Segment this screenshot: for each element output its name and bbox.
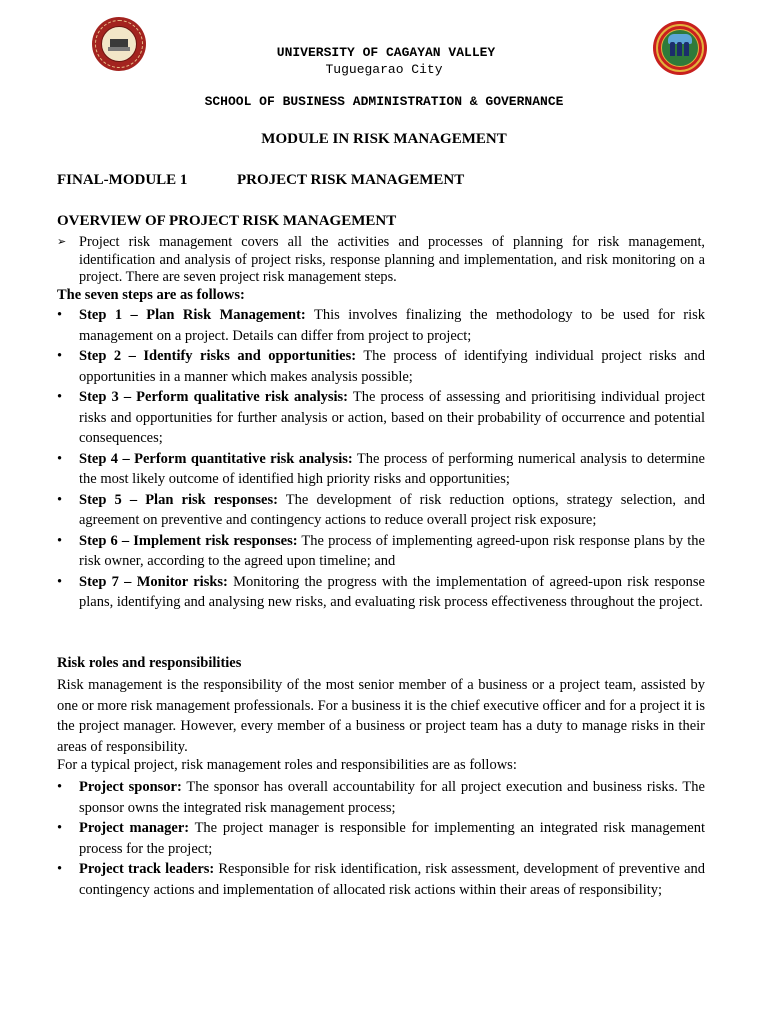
bullet-icon: • xyxy=(57,348,63,364)
step-label: Step 2 – Identify risks and opportunities: xyxy=(79,348,357,364)
list-item xyxy=(57,346,705,387)
role-text: The project manager is responsible for implementing an integrated risk management process for the project; xyxy=(79,820,706,857)
roles-intro: For a typical project, risk management roles and responsibilities are as follows: xyxy=(57,757,517,773)
bullet-icon: • xyxy=(57,820,63,836)
list-item xyxy=(57,572,705,613)
roles-paragraph: Risk management is the responsibility of the most senior member of a business or a project team, assisted by one or more risk management professionals. For a business it is the chief executive officer and for a project it is the project manager. However, every member of a business or project team has a duty to manage risks in their areas of responsibility. xyxy=(57,677,705,755)
bullet-icon: • xyxy=(57,491,63,508)
role-text: Responsible for risk identification, risk assessment, development of preventive and contingency actions and implementation of allocated risk actions within their areas of responsibility; xyxy=(79,861,706,898)
step-label: Step 5 – Plan risk responses: xyxy=(79,491,278,508)
step-text: The process of identifying individual project risks and opportunities in a manner which makes analysis possible; xyxy=(79,348,705,385)
list-item xyxy=(57,818,705,859)
step-text: The process of assessing and prioritising individual project risks and opportunities for further analysis or action, based on their probability of occurrence and potential consequences; xyxy=(79,389,705,446)
overview-intro xyxy=(57,234,705,287)
overview-intro-text: Project risk management covers all the activities and processes of planning for risk management, identification and analysis of project risks, response planning and implementation, and risk monitoring on a project. There are seven project risk management steps. xyxy=(79,234,705,285)
arrow-bullet-icon: ➢ xyxy=(57,236,67,248)
step-label: Step 6 – Implement risk responses: xyxy=(79,532,298,549)
bullet-icon: • xyxy=(57,861,63,877)
university-city: Tuguegarao City xyxy=(325,62,443,77)
school-name: SCHOOL OF BUSINESS ADMINISTRATION & GOVERNANCE xyxy=(204,94,564,109)
bullet-icon: • xyxy=(57,779,63,795)
role-label: Project track leaders: xyxy=(79,861,215,877)
role-text: The sponsor has overall accountability for all project execution and business risks. The sponsor owns the integrated risk management process; xyxy=(79,779,705,816)
list-item xyxy=(57,490,705,531)
roles-list xyxy=(57,777,705,900)
list-item xyxy=(57,777,705,818)
module-title: MODULE IN RISK MANAGEMENT xyxy=(261,131,507,147)
step-label: Step 4 – Perform quantitative risk analysis: xyxy=(79,450,353,467)
list-item xyxy=(57,449,705,490)
university-name: UNIVERSITY OF CAGAYAN VALLEY xyxy=(276,45,496,60)
list-item xyxy=(57,305,705,346)
step-label: Step 7 – Monitor risks: xyxy=(79,573,228,590)
bullet-icon: • xyxy=(57,389,63,405)
step-label: Step 3 – Perform qualitative risk analysis: xyxy=(79,389,348,405)
overview-heading: OVERVIEW OF PROJECT RISK MANAGEMENT xyxy=(57,213,397,229)
final-module-title: PROJECT RISK MANAGEMENT xyxy=(237,172,465,188)
list-item xyxy=(57,531,705,572)
list-item xyxy=(57,859,705,900)
step-text: The process of performing numerical analysis to determine the most likely outcome of identified high priority risks and opportunities; xyxy=(79,450,705,487)
bullet-icon: • xyxy=(57,450,63,467)
bullet-icon: • xyxy=(57,532,63,549)
role-label: Project sponsor: xyxy=(79,779,182,795)
final-module-number: FINAL-MODULE 1 xyxy=(57,172,188,188)
list-item xyxy=(57,387,705,449)
step-text: This involves finalizing the methodology to be used for risk management on a project. Details can differ from project to project; xyxy=(79,307,705,344)
step-text: Monitoring the progress with the implementation of agreed-upon risk response plans, identifying and analysing new risks, and evaluating risk process effectiveness throughout the project. xyxy=(79,573,705,610)
step-text: The development of risk reduction options, strategy selection, and agreement on preventive and contingency actions to reduce overall project risk exposure; xyxy=(79,491,705,528)
bullet-icon: • xyxy=(57,307,63,323)
steps-lead: The seven steps are as follows: xyxy=(57,287,245,303)
role-label: Project manager: xyxy=(79,820,190,836)
step-text: The process of implementing agreed-upon risk response plans by the risk owner, according to the agreed upon timeline; and xyxy=(79,532,705,569)
roles-heading: Risk roles and responsibilities xyxy=(57,655,242,671)
step-label: Step 1 – Plan Risk Management: xyxy=(79,307,306,323)
bullet-icon: • xyxy=(57,573,63,590)
steps-list xyxy=(57,305,705,613)
